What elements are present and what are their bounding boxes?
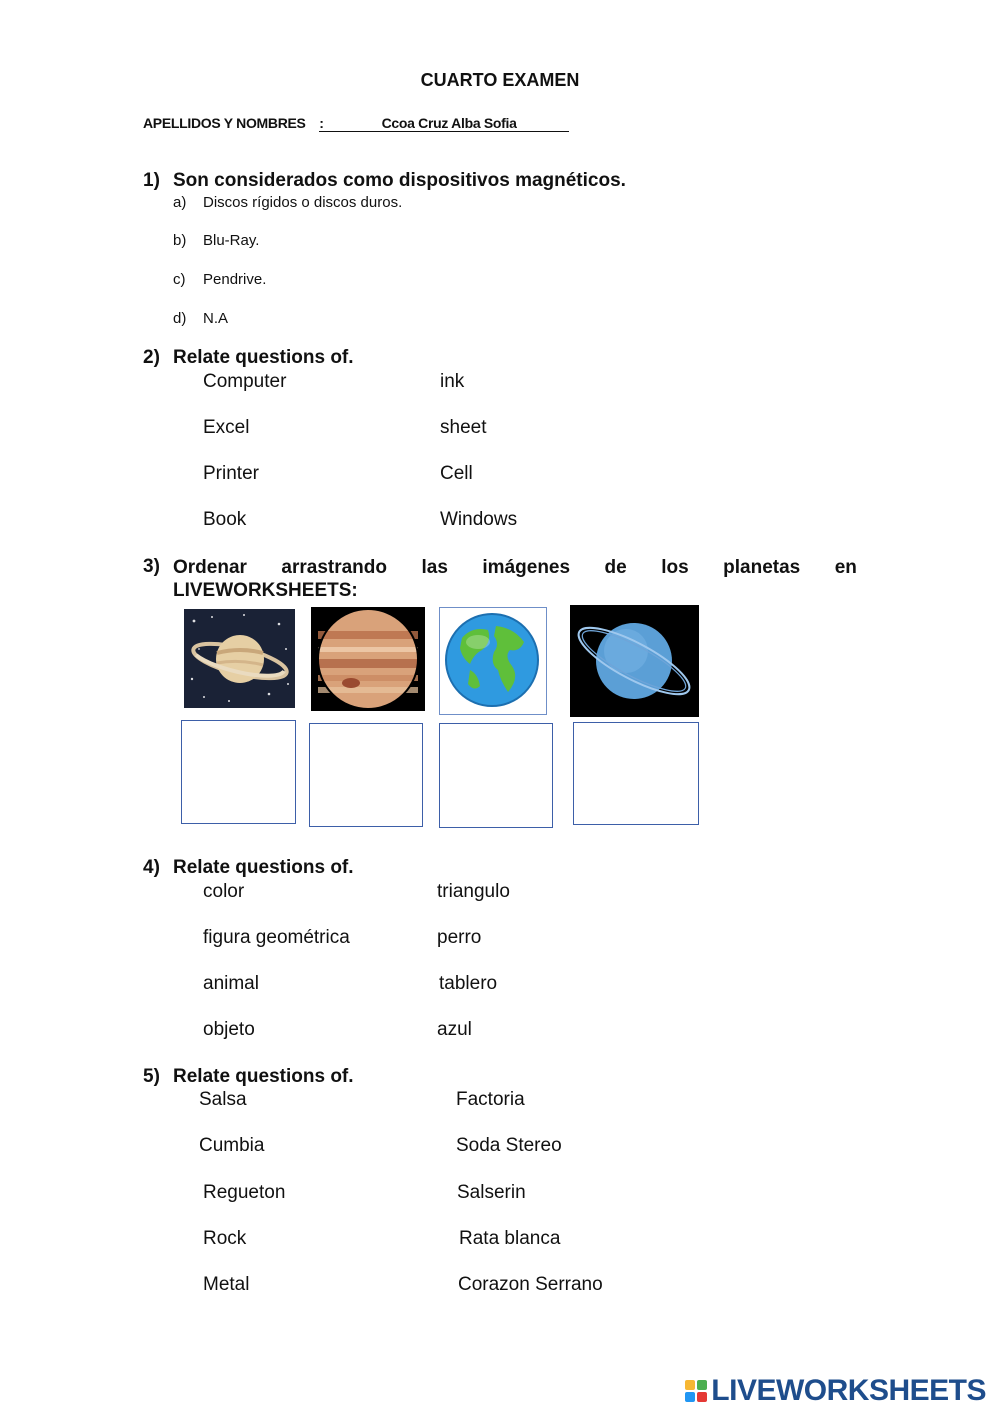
student-name-label: APELLIDOS Y NOMBRES [143, 115, 306, 131]
question-3-text-line2: LIVEWORKSHEETS: [173, 580, 358, 601]
student-name-colon: : [319, 115, 324, 131]
q5-right-item[interactable]: Corazon Serrano [458, 1274, 603, 1295]
q3-word: en [834, 557, 857, 578]
option-letter-a: a) [173, 194, 187, 211]
q3-word: los [661, 557, 689, 578]
uranus-image[interactable] [570, 605, 699, 717]
question-1-text: Son considerados como dispositivos magnéticos. [173, 170, 626, 191]
student-name-row [143, 115, 569, 132]
jupiter-image[interactable] [311, 607, 425, 711]
q5-left-item[interactable]: Rock [203, 1228, 247, 1249]
q3-word: Ordenar [173, 557, 247, 578]
question-3-text [173, 556, 857, 602]
q3-word: arrastrando [281, 557, 388, 578]
q4-left-item[interactable]: animal [203, 973, 259, 994]
q5-left-item[interactable]: Metal [203, 1274, 250, 1295]
question-2-text: Relate questions of. [173, 347, 354, 368]
q4-left-item[interactable]: figura geométrica [203, 927, 350, 948]
q2-right-item[interactable]: Windows [440, 509, 518, 530]
q4-right-item[interactable]: perro [437, 927, 482, 948]
liveworksheets-logo-icon [685, 1380, 707, 1402]
question-3-number: 3) [143, 556, 160, 577]
q2-right-item[interactable]: ink [440, 371, 465, 392]
q4-left-item[interactable]: objeto [203, 1019, 255, 1040]
question-4-text: Relate questions of. [173, 857, 354, 878]
q3-word: de [604, 557, 627, 578]
question-3-text-line1 [173, 556, 857, 579]
liveworksheets-logo [685, 1374, 986, 1408]
q2-left-item[interactable]: Excel [203, 417, 250, 438]
earth-image[interactable] [439, 607, 547, 715]
q5-left-item[interactable]: Regueton [203, 1182, 286, 1203]
option-letter-b: b) [173, 232, 187, 249]
q2-left-item[interactable]: Printer [203, 463, 259, 484]
exam-title: CUARTO EXAMEN [420, 70, 580, 90]
question-2-number: 2) [143, 347, 160, 368]
student-name-field[interactable]: Ccoa Cruz Alba Sofia [324, 115, 569, 132]
q2-left-item[interactable]: Computer [203, 371, 287, 392]
q4-right-item[interactable]: triangulo [437, 881, 510, 902]
planet-drop-box[interactable] [439, 723, 553, 828]
q4-right-item[interactable]: tablero [439, 973, 498, 994]
option-text-d[interactable]: N.A [203, 310, 229, 327]
option-text-c[interactable]: Pendrive. [203, 271, 267, 288]
question-4-number: 4) [143, 857, 160, 878]
planet-drop-box[interactable] [573, 722, 699, 825]
q5-left-item[interactable]: Salsa [199, 1089, 247, 1110]
option-letter-d: d) [173, 310, 187, 327]
q4-left-item[interactable]: color [203, 881, 245, 902]
planet-drop-box[interactable] [181, 720, 296, 824]
q5-right-item[interactable]: Soda Stereo [456, 1135, 562, 1156]
q2-right-item[interactable]: sheet [440, 417, 487, 438]
q5-right-item[interactable]: Rata blanca [459, 1228, 561, 1249]
q5-right-item[interactable]: Salserin [457, 1182, 526, 1203]
q3-word: las [421, 557, 448, 578]
option-letter-c: c) [173, 271, 186, 288]
liveworksheets-logo-text: LIVEWORKSHEETS [711, 1374, 986, 1407]
q4-right-item[interactable]: azul [437, 1019, 472, 1040]
option-text-b[interactable]: Blu-Ray. [203, 232, 260, 249]
q2-left-item[interactable]: Book [203, 509, 247, 530]
q5-right-item[interactable]: Factoria [456, 1089, 525, 1110]
q5-left-item[interactable]: Cumbia [199, 1135, 265, 1156]
question-5-number: 5) [143, 1066, 160, 1087]
saturn-image[interactable] [184, 609, 295, 708]
planet-drop-box[interactable] [309, 723, 423, 827]
question-5-text: Relate questions of. [173, 1066, 354, 1087]
q3-word: imágenes [482, 557, 571, 578]
question-1-number: 1) [143, 170, 160, 191]
option-text-a[interactable]: Discos rígidos o discos duros. [203, 194, 403, 211]
q2-right-item[interactable]: Cell [440, 463, 473, 484]
q3-word: planetas [723, 557, 801, 578]
